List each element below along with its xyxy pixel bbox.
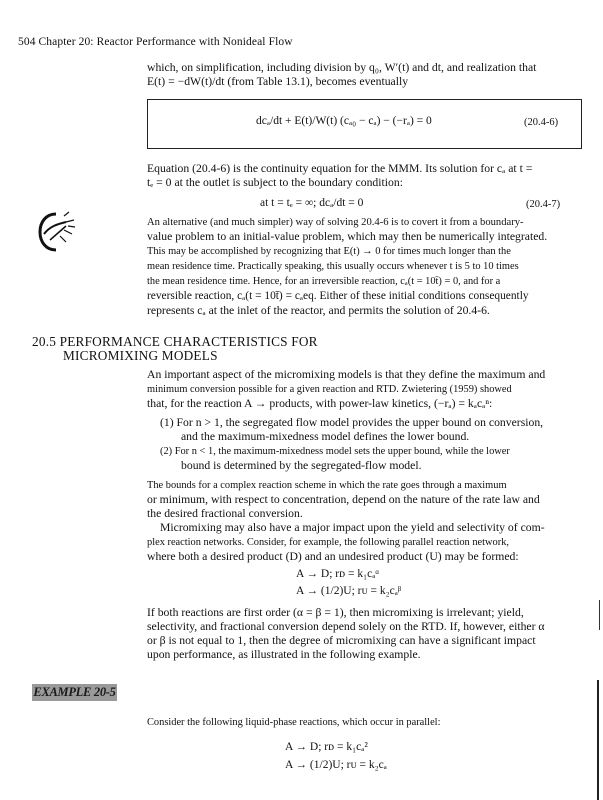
example-text: Consider the following liquid-phase reactions, which occur in parallel:	[147, 717, 441, 728]
list-item-1-continued: and the maximum-mixedness model defines the lower bound.	[181, 430, 470, 443]
margin-note-icon	[36, 210, 76, 254]
section-heading: 20.5 PERFORMANCE CHARACTERISTICS FOR	[32, 334, 318, 349]
body-line: If both reactions are first order (α = β = 1), then micromixing is irrelevant; yield,	[147, 606, 524, 619]
list-item-1: (1) For n > 1, the segregated flow model provides the upper bound on conversion,	[160, 416, 544, 429]
body-line: where both a desired product (D) and an undesired product (U) may be formed:	[147, 550, 519, 563]
body-line: selectivity, and fractional conversion depend solely on the RTD. If, however, either α	[147, 620, 545, 633]
body-line: upon performance, as illustrated in the following example.	[147, 648, 421, 661]
equation-20-4-7: at t = tₑ = ∞; dcₐ/dt = 0	[260, 197, 364, 209]
body-line: The bounds for a complex reaction scheme in which the rate goes through a maximum	[147, 480, 507, 491]
intro-line-2: E(t) = −dW(t)/dt (from Table 13.1), becomes eventually	[147, 75, 409, 88]
paragraph-line: tₑ = 0 at the outlet is subject to the boundary condition:	[147, 176, 403, 189]
page-header: 504 Chapter 20: Reactor Performance with Nonideal Flow	[18, 36, 293, 48]
list-item-2: (2) For n < 1, the maximum-mixedness model sets the upper bound, while the lower	[160, 446, 510, 457]
body-line: that, for the reaction A → products, with power-law kinetics, (−rₐ) = kₐcₐⁿ:	[147, 397, 493, 410]
body-line: or β is not equal to 1, then the degree of micromixing can have a significant impact	[147, 634, 536, 647]
example-reaction-undesired: A → (1/2)U; rᴜ = k₂cₐ	[285, 759, 387, 771]
note-line: mean residence time. Practically speaking, this usually occurs whenever t is 5 to 10 times	[147, 261, 519, 272]
body-line: plex reaction networks. Consider, for example, the following parallel reaction network,	[147, 537, 509, 548]
body-line: the desired fractional conversion.	[147, 507, 303, 520]
section-heading-continued: MICROMIXING MODELS	[63, 348, 218, 363]
equation-number-20-4-7: (20.4-7)	[526, 199, 561, 210]
note-line: value problem to an initial-value problem, which may then be numerically integrated.	[147, 230, 548, 243]
paragraph-line: Equation (20.4-6) is the continuity equation for the MMM. Its solution for cₐ at t =	[147, 162, 533, 175]
example-reaction-desired: A → D; rᴅ = k₁cₐ²	[285, 741, 368, 753]
reaction-desired: A → D; rᴅ = k₁cₐᵅ	[296, 568, 380, 580]
note-line: An alternative (and much simpler) way of solving 20.4-6 is to covert it from a boundary-	[147, 217, 524, 228]
list-item-2-continued: bound is determined by the segregated-flow model.	[181, 459, 422, 472]
equation-number-20-4-6: (20.4-6)	[524, 117, 559, 128]
scan-edge-mark	[597, 680, 599, 800]
body-line: minimum conversion possible for a given reaction and RTD. Zwietering (1959) showed	[147, 384, 512, 395]
note-line: This may be accomplished by recognizing that E(t) → 0 for times much longer than the	[147, 246, 511, 257]
note-line: the mean residence time. Hence, for an irreversible reaction, cₐ(t = 10t̄) = 0, and for a	[147, 276, 501, 287]
note-line: reversible reaction, cₐ(t = 10t̄) = cₐeq. Either of these initial conditions consequently	[147, 290, 529, 302]
equation-box	[147, 99, 582, 149]
body-line: An important aspect of the micromixing models is that they define the maximum and	[147, 368, 546, 381]
reaction-undesired: A → (1/2)U; rᴜ = k₂cₐᵝ	[296, 585, 402, 597]
scan-edge-mark	[599, 600, 600, 630]
intro-line-1: which, on simplification, including division by q₀, W′(t) and dt, and realization that	[147, 61, 537, 74]
example-label: EXAMPLE 20-5	[33, 685, 116, 699]
note-line: represents cₐ at the inlet of the reactor, and permits the solution of 20.4-6.	[147, 304, 490, 317]
body-line: Micromixing may also have a major impact upon the yield and selectivity of com-	[160, 521, 545, 534]
body-line: or minimum, with respect to concentration, depend on the nature of the rate law and	[147, 493, 540, 506]
equation-20-4-6: dcₐ/dt + E(t)/W(t) (cₐ₀ − cₐ) − (−rₐ) = 0	[256, 115, 432, 127]
